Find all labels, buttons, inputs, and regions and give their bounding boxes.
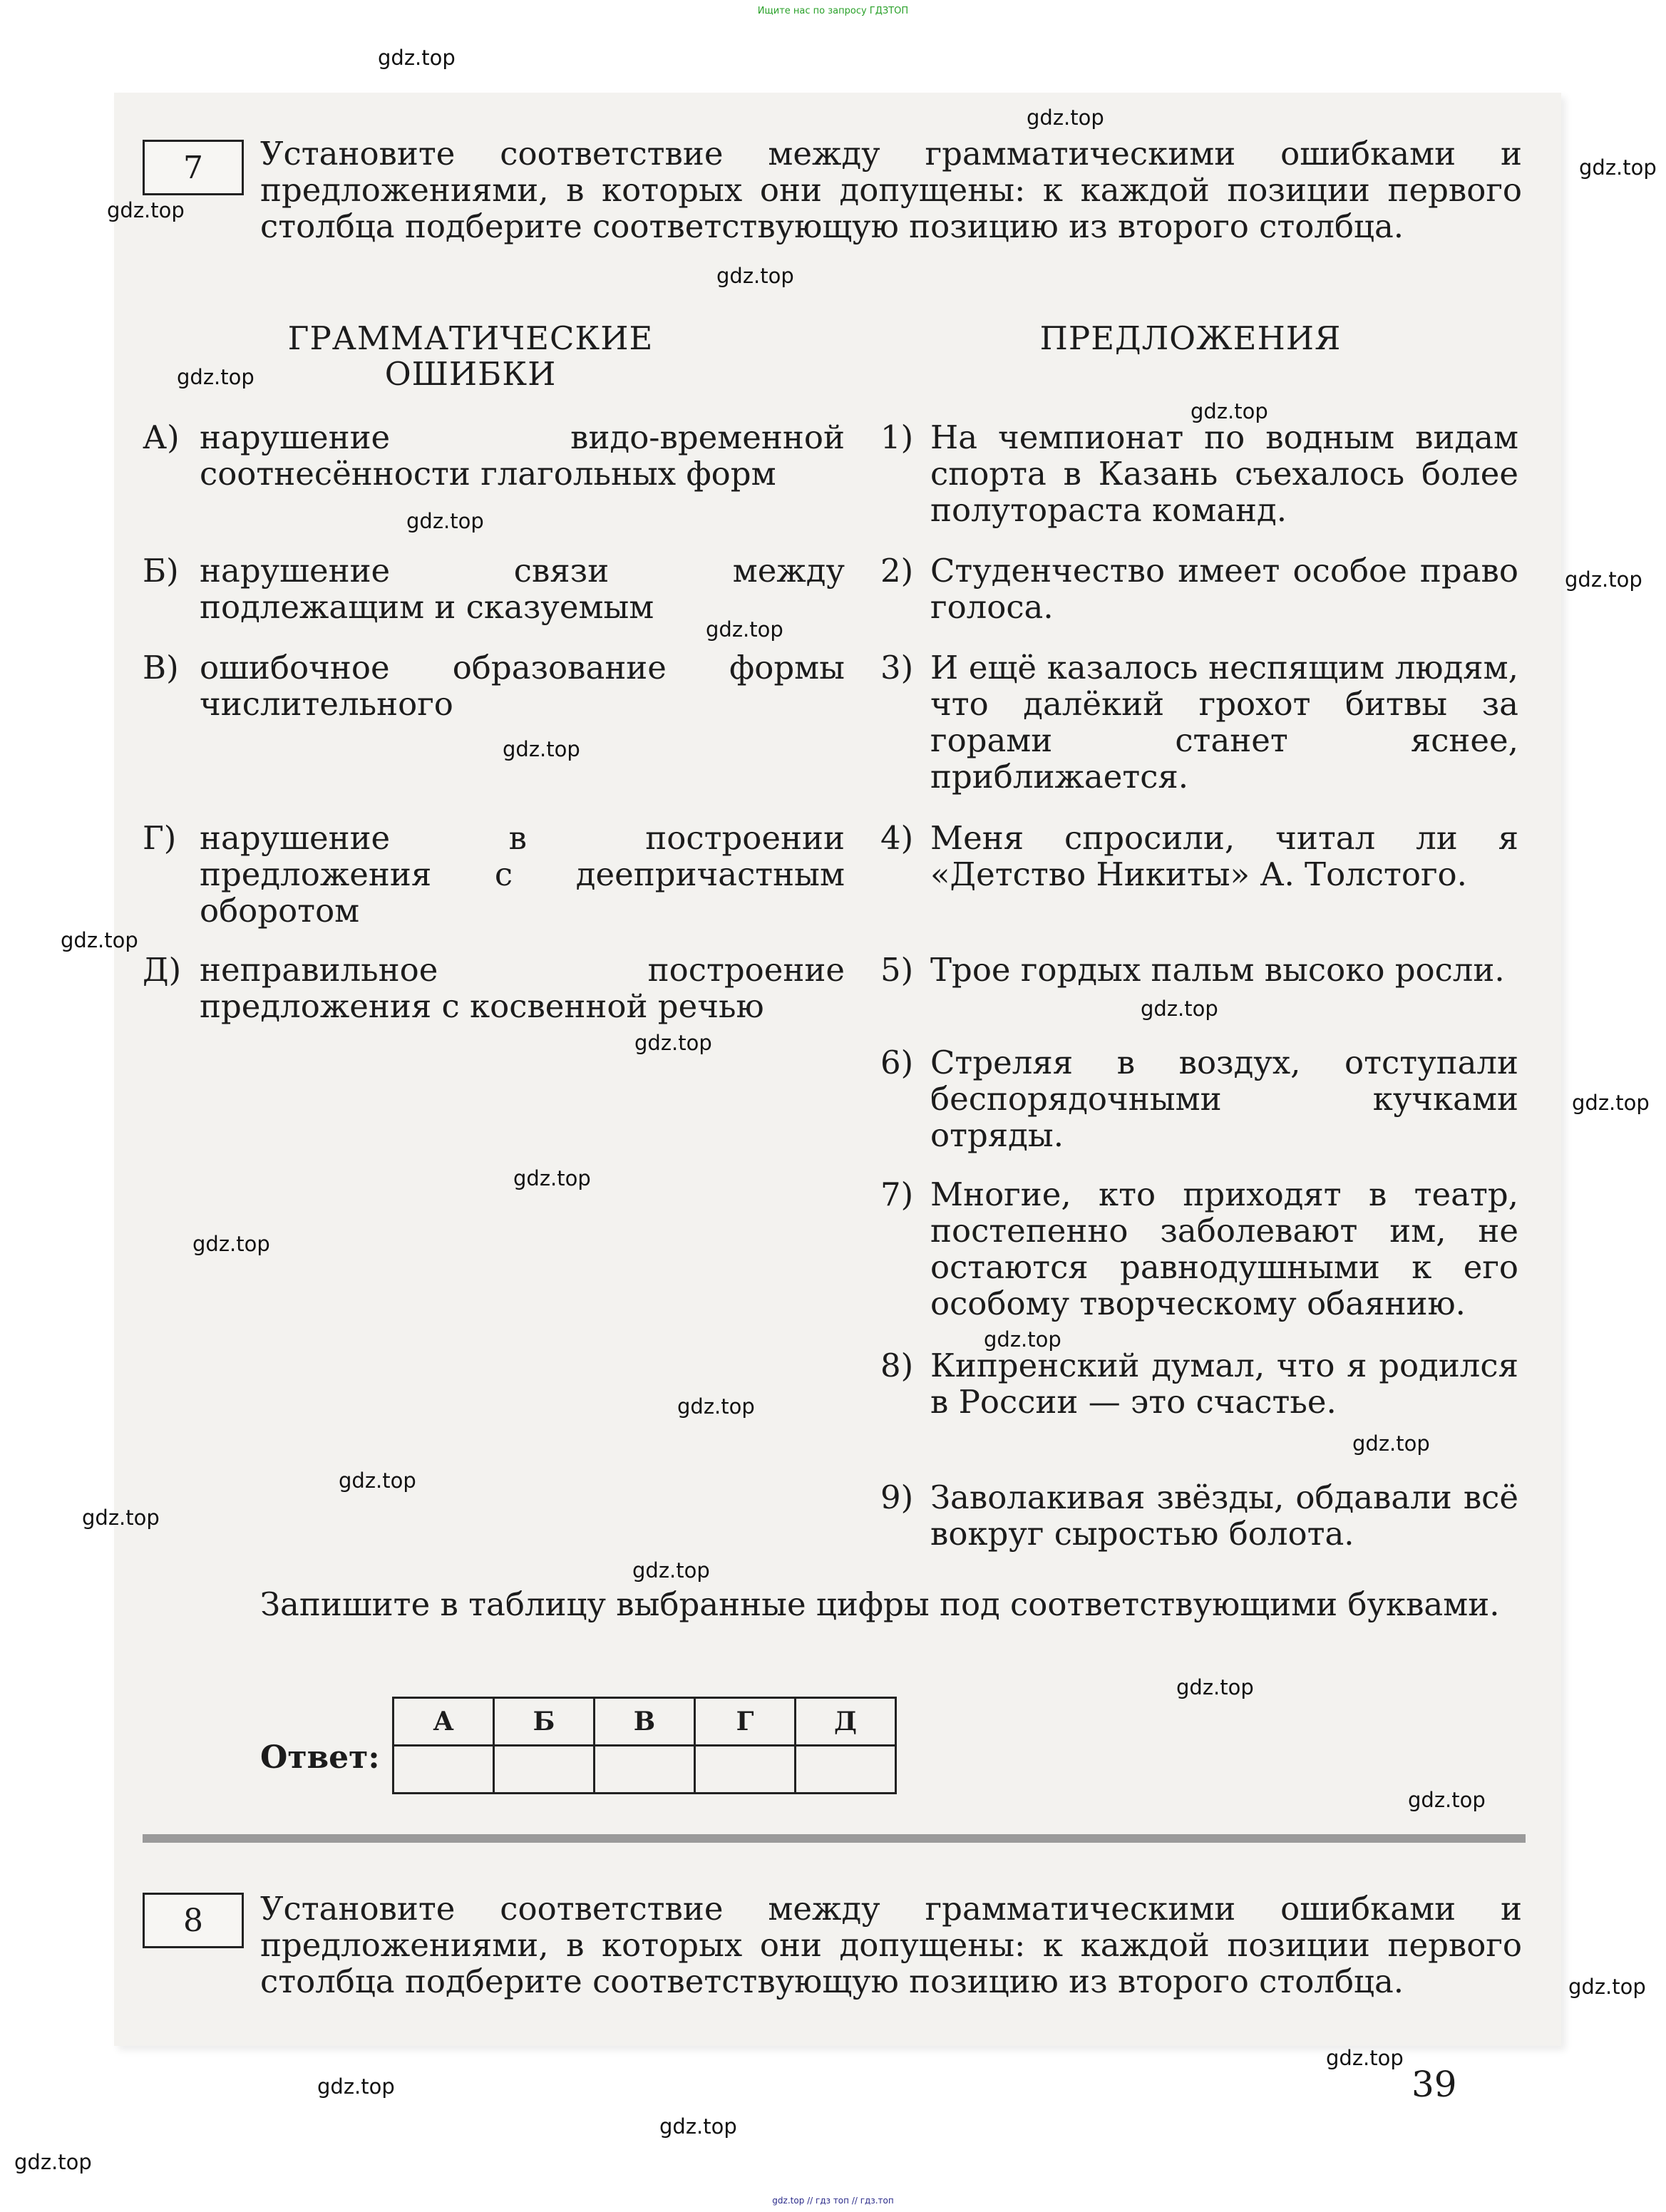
answer-cell-g[interactable] [695,1746,796,1794]
watermark: gdz.top [677,1394,755,1419]
error-label: Г) [143,819,177,857]
watermark: gdz.top [1141,997,1218,1021]
record-instruction: Запишите в таблицу выбранные цифры под соответствующими буквами. [260,1585,1500,1623]
task-8-number-box [143,1893,244,1948]
error-label: А) [143,418,180,456]
watermark: gdz.top [82,1506,160,1530]
sentence-text: Меня спросили, читал ли я «Детство Никиты» А. Толстого. [930,819,1518,893]
watermark: gdz.top [107,198,185,222]
answer-col-g: Г [695,1698,796,1746]
watermark: gdz.top [1352,1431,1430,1456]
answer-cell-v[interactable] [595,1746,695,1794]
watermark: gdz.top [14,2150,92,2174]
sentences-column-heading: ПРЕДЛОЖЕНИЯ [1039,319,1342,357]
answer-cell-d[interactable] [796,1746,896,1794]
sentence-label: 5) [880,951,914,989]
error-text: нарушение в построении предложения с деепричастным оборотом [200,819,845,930]
watermark: gdz.top [1027,106,1104,130]
sentence-label: 7) [880,1176,914,1213]
watermark: gdz.top [1568,1975,1646,1999]
sentence-text: Студенчество имеет особое право голоса. [930,552,1518,626]
watermark: gdz.top [984,1327,1061,1352]
sentence-label: 6) [880,1044,914,1081]
task-7-number-box [143,140,244,195]
sentence-label: 2) [880,552,914,590]
watermark: gdz.top [1572,1091,1650,1115]
answer-cell-b[interactable] [494,1746,595,1794]
sentence-label: 3) [880,649,914,686]
answer-table [392,1697,897,1794]
error-text: неправильное построение предложения с косвенной речью [200,951,845,1025]
sentence-label: 9) [880,1478,914,1516]
sentence-text: Трое гордых пальм высоко росли. [930,951,1505,989]
sentence-text: Заволакивая звёзды, обдавали всё вокруг сыростью болота. [930,1478,1518,1553]
sentence-label: 1) [880,418,914,456]
watermark: gdz.top [1565,567,1642,592]
answer-cell-a[interactable] [394,1746,494,1794]
watermark: gdz.top [317,2074,395,2099]
watermark: gdz.top [339,1468,416,1493]
answer-col-a: А [394,1698,494,1746]
task-7-instruction: Установите соответствие между грамматическими ошибками и предложениями, в которых они допущены: к каждой позиции первого столбца подберите соответствующую позицию из второго столбца. [260,135,1522,245]
sentence-label: 8) [880,1347,914,1384]
sentence-text: Многие, кто приходят в театр, постепенно заболевают им, не остаются равнодушными к его особому творческому обаянию. [930,1176,1518,1322]
error-text: нарушение связи между подлежащим и сказуемым [200,552,845,626]
task-8-number: 8 [183,1902,203,1939]
answer-label: Ответ: [260,1739,380,1776]
watermark: gdz.top [61,928,138,952]
watermark: gdz.top [659,2114,737,2139]
sentence-text: На чемпионат по водным видам спорта в Казань съехалось более полутораста команд. [930,418,1518,529]
watermark: gdz.top [634,1031,712,1055]
watermark: gdz.top [1191,399,1268,423]
error-text: ошибочное образование формы числительного [200,649,845,723]
watermark: gdz.top [632,1558,710,1583]
watermark: gdz.top [716,264,794,288]
watermark: gdz.top [1408,1788,1486,1812]
sentence-text: Стреляя в воздух, отступали беспорядочными кучками отряды. [930,1044,1518,1154]
error-label: В) [143,649,179,686]
watermark: gdz.top [503,737,580,761]
watermark: gdz.top [1176,1675,1254,1699]
watermark: gdz.top [406,509,484,533]
section-divider [143,1834,1526,1843]
answer-col-b: Б [494,1698,595,1746]
page-number: 39 [1412,2064,1457,2105]
watermark: gdz.top [1326,2046,1404,2070]
top-banner: Ищите нас по запросу ГДЗТОП [757,6,909,16]
answer-col-v: В [595,1698,695,1746]
watermark: gdz.top [1579,155,1657,180]
answer-header-row [394,1698,896,1746]
sentence-label: 4) [880,819,914,857]
errors-column-heading: ГРАММАТИЧЕСКИЕ ОШИБКИ [287,319,654,393]
watermark: gdz.top [378,46,456,70]
error-label: Б) [143,552,179,590]
sentence-text: Кипренский думал, что я родился в России — это счастье. [930,1347,1518,1421]
watermark: gdz.top [706,617,783,642]
task-7-number: 7 [183,149,203,186]
error-label: Д) [143,951,182,989]
answer-col-d: Д [796,1698,896,1746]
answer-input-row [394,1746,896,1794]
task-8-instruction: Установите соответствие между грамматическими ошибками и предложениями, в которых они допущены: к каждой позиции первого столбца подберите соответствующую позицию из второго столбца. [260,1890,1522,2000]
watermark: gdz.top [177,365,254,389]
sentence-text: И ещё казалось неспящим людям, что далёкий грохот битвы за горами станет яснее, приближается. [930,649,1518,796]
watermark: gdz.top [192,1232,270,1256]
watermark: gdz.top [513,1166,591,1190]
bottom-banner: gdz.top // гдз топ // гдз.топ [772,2196,894,2206]
error-text: нарушение видо-временной соотнесённости глагольных форм [200,418,845,493]
